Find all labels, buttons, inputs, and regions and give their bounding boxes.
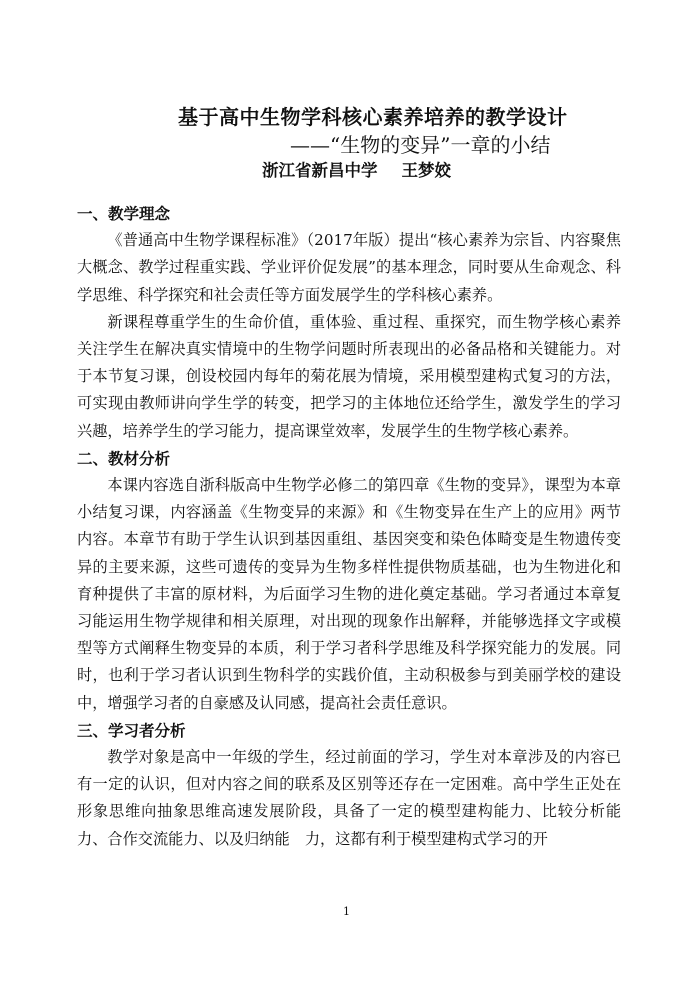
page-number: 1	[343, 905, 350, 918]
section-heading: 三、学习者分析	[77, 720, 186, 740]
section-textbook-analysis	[77, 445, 621, 717]
author-line	[262, 157, 451, 181]
section-learner-analysis	[77, 717, 621, 853]
section-heading: 一、教学理念	[77, 204, 171, 223]
author-name: 王梦姣	[401, 161, 451, 180]
paragraph: 本课内容选自浙科版高中生物学必修二的第四章《生物的变异》，课型为本章小结复习课，内容涵盖《生物变异的来源》和《生物变异在生产上的应用》两节内容。本章节有助于学生认识到基因重组、基因突变和染色体畸变是生物遗传变异的主要来源，这些可遗传的变异为生物多样性提供物质基础，也为生物进化和育种提供了丰富的原材料，为后面学习生物的进化奠定基础。学习者通过本章复习能运用生物学规律和相关原理，对出现的现象作出解释，并能够选择文字或模型等方式阐释生物变异的本质，利于学习者科学思维及科学探究能力的发展。同时，也利于学习者认识到生物科学的实践价值，主动积极参与到美丽学校的建设中，增强学习者的自豪感及认同感，提高社会责任意识。	[77, 476, 621, 712]
paragraph: 《普通高中生物学课程标准》（2017年版）提出“核心素养为宗旨、内容聚焦大概念、教学过程重实践、学业评价促发展”的基本理念，同时要从生命观念、科学思维、科学探究和社会责任等方面发展学生的学科核心素养。	[77, 231, 621, 304]
paragraph: 新课程尊重学生的生命价值，重体验、重过程、重探究，而生物学核心素养关注学生在解决真实情境中的生物学问题时所表现出的必备品格和关键能力。对于本节复习课，创设校园内每年的菊花展为情境，采用模型建构式复习的方法，可实现由教师讲向学生学的转变，把学习的主体地位还给学生，激发学生的学习兴趣，培养学生的学习能力，提高课堂效率，发展学生的生物学核心素养。	[77, 312, 621, 440]
paragraph: 教学对象是高中一年级的学生，经过前面的学习，学生对本章涉及的内容已有一定的认识，但对内容之间的联系及区别等还存在一定困难。高中学生正处在形象思维向抽象思维高速发展阶段，具备了一定的模型建构能力、比较分析能力、合作交流能力、以及归纳能 力，这都有利于模型建构式学习的开	[77, 748, 621, 848]
section-teaching-philosophy	[77, 200, 621, 445]
author-school: 浙江省新昌中学	[262, 161, 378, 180]
document-body	[77, 200, 621, 853]
document-subtitle: ——“生物的变异”一章的小结	[290, 133, 551, 157]
document-title: 基于高中生物学科核心素养培养的教学设计	[178, 105, 568, 129]
section-heading: 二、教材分析	[77, 448, 171, 468]
